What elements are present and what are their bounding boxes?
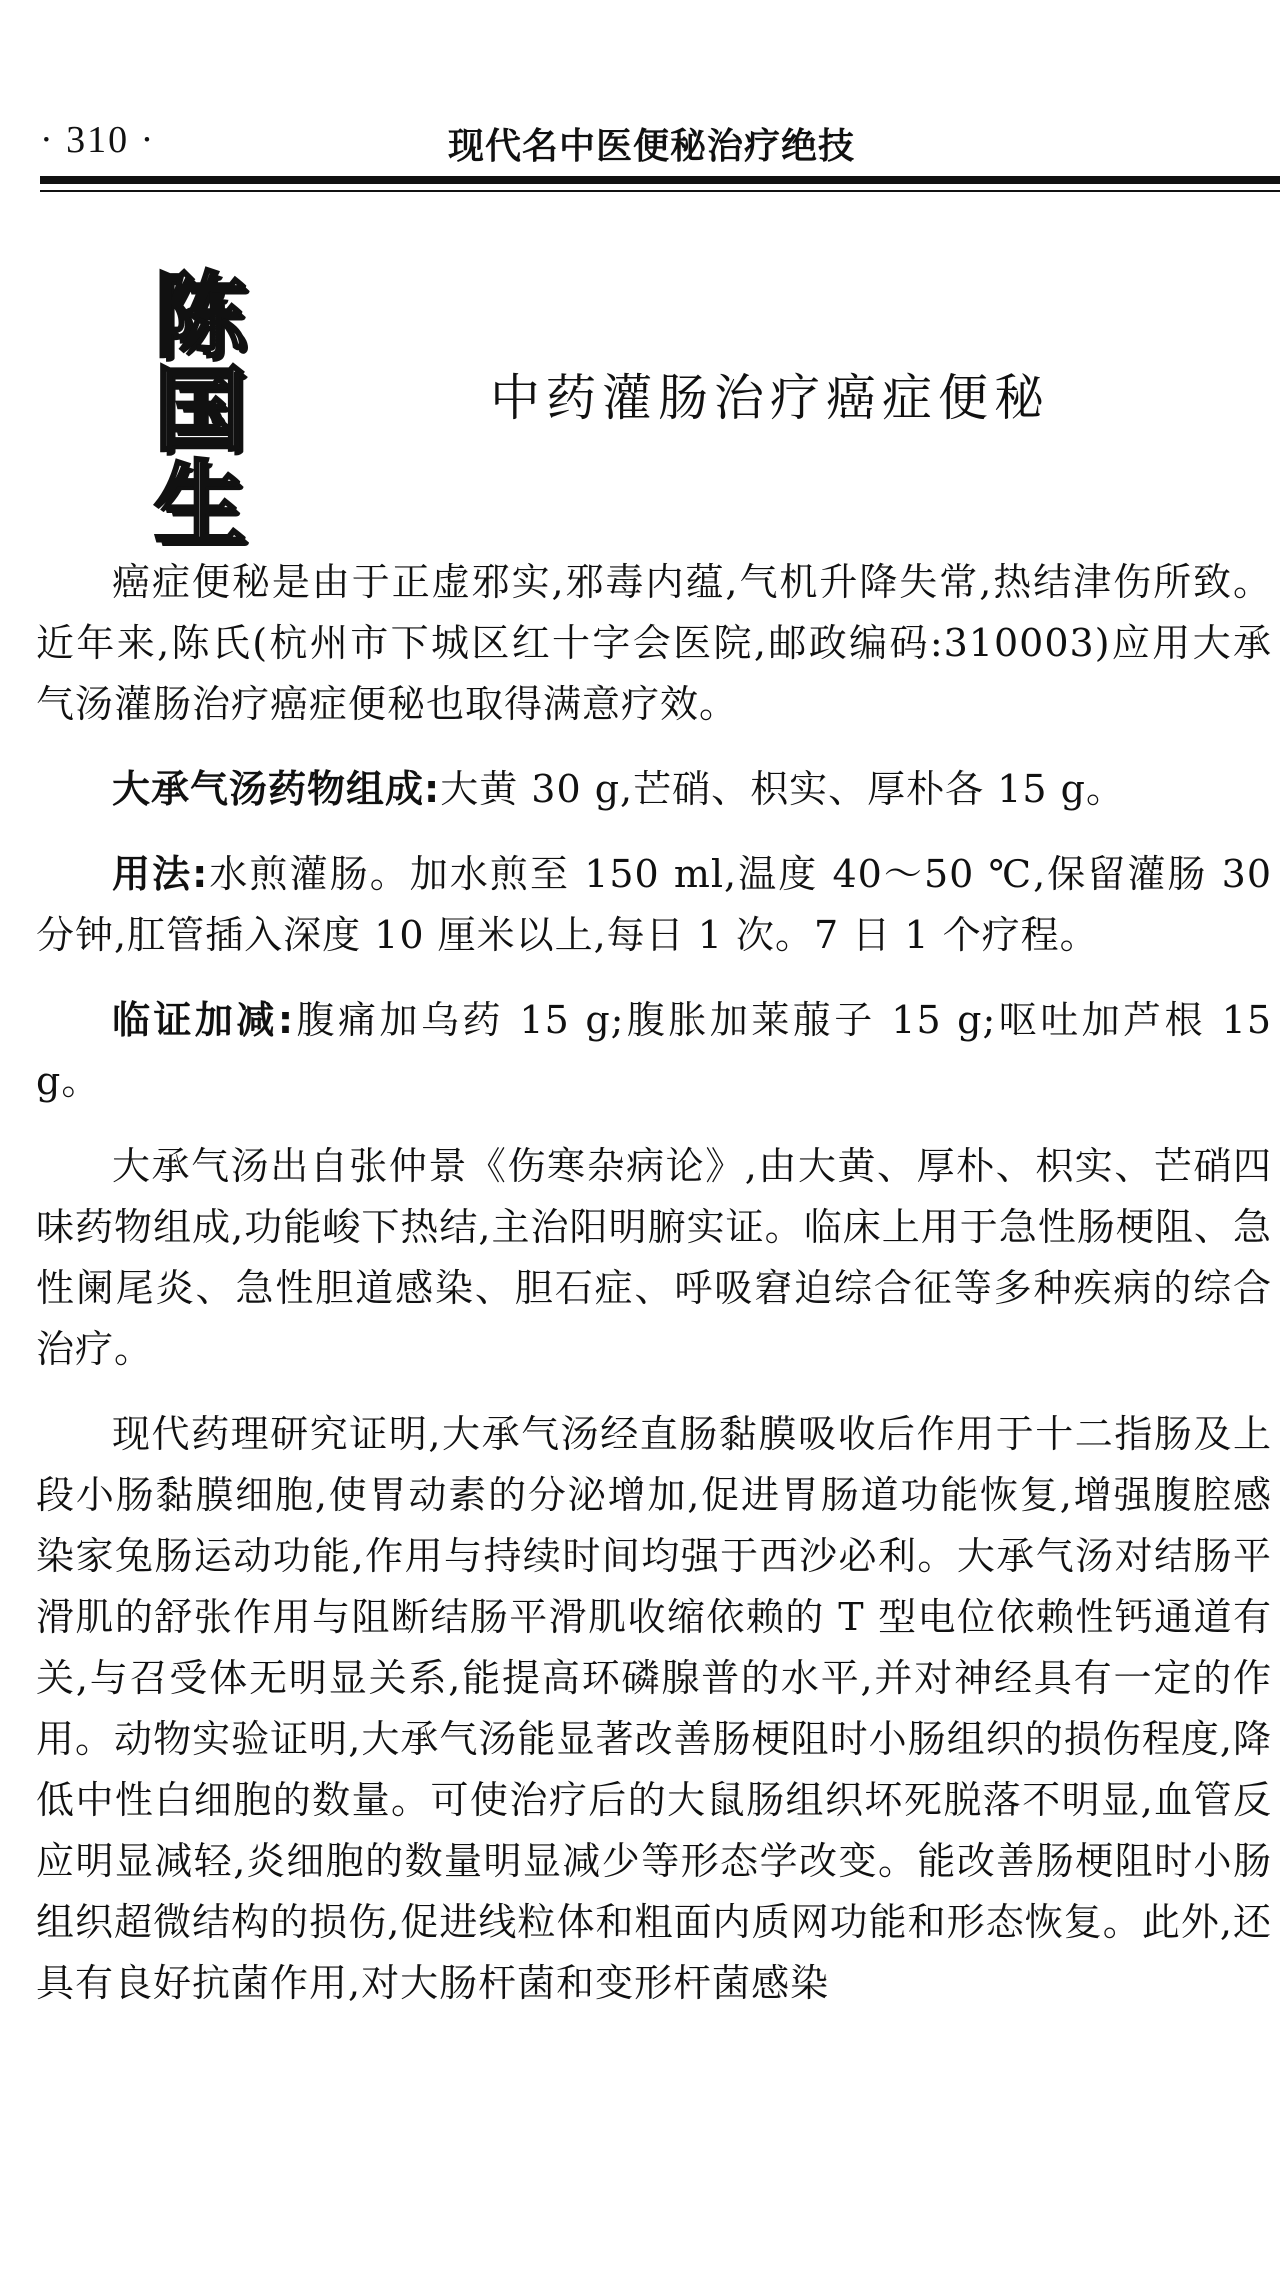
paragraph-origin (36, 1136, 1272, 1380)
author-char: 陈 (153, 263, 246, 370)
header-rule-thin (40, 190, 1280, 192)
paragraph-pharmacology (36, 1404, 1272, 2014)
paragraph-label: 用法: (112, 852, 209, 896)
paragraph-text: 水煎灌肠。加水煎至 150 ml,温度 40～50 ℃,保留灌肠 30 分钟,肛管插入深度 10 厘米以上,每日 1 次。7 日 1 个疗程。 (36, 852, 1272, 957)
running-header (40, 118, 1280, 178)
paragraph-modifications (36, 990, 1272, 1112)
paragraph-text: 癌症便秘是由于正虚邪实,邪毒内蕴,气机升降失常,热结津伤所致。近年来,陈氏(杭州市下城区红十字会医院,邮政编码:310003)应用大承气汤灌肠治疗癌症便秘也取得满意疗效。 (36, 560, 1272, 726)
article-title: 中药灌肠治疗癌症便秘 (490, 369, 1050, 427)
paragraph-text: 大黄 30 g,芒硝、枳实、厚朴各 15 g。 (440, 767, 1125, 811)
article-body (36, 552, 1272, 2038)
header-rule-thick (40, 176, 1280, 184)
paragraph-label: 临证加减: (112, 998, 295, 1042)
paragraph-intro (36, 552, 1272, 735)
paragraph-formula (36, 759, 1272, 820)
paragraph-label: 大承气汤药物组成: (112, 767, 441, 811)
paragraph-text: 腹痛加乌药 15 g;腹胀加莱菔子 15 g;呕吐加芦根 15 g。 (36, 998, 1273, 1103)
author-char: 国 (153, 357, 246, 464)
paragraph-text: 现代药理研究证明,大承气汤经直肠黏膜吸收后作用于十二指肠及上段小肠黏膜细胞,使胃动素的分泌增加,促进胃肠道功能恢复,增强腹腔感染家兔肠运动功能,作用与持续时间均强于西沙必利。大承气汤对结肠平滑肌的舒张作用与阻断结肠平滑肌收缩依赖的 T 型电位依赖性钙通道有关,与召受体无明显关系,能提高环磷腺普的水平,并对神经具有一定的作用。动物实验证明,大承气汤能显著改善肠梗阻时小肠组织的损伤程度,降低中性白细胞的数量。可使治疗后的大鼠肠组织坏死脱落不明显,血管反应明显减轻,炎细胞的数量明显减少等形态学改变。能改善肠梗阻时小肠组织超微结构的损伤,促进线粒体和粗面内质网功能和形态恢复。此外,还具有良好抗菌作用,对大肠杆菌和变形杆菌感染 (36, 1412, 1272, 2005)
paragraph-usage (36, 844, 1272, 966)
page-number: · 310 · (40, 119, 156, 161)
paragraph-text: 大承气汤出自张仲景《伤寒杂病论》,由大黄、厚朴、枳实、芒硝四味药物组成,功能峻下热结,主治阳明腑实证。临床上用于急性肠梗阻、急性阑尾炎、急性胆道感染、胆石症、呼吸窘迫综合征等多种疾病的综合治疗。 (36, 1144, 1272, 1371)
author-char: 生 (153, 451, 246, 558)
author-name (140, 263, 260, 558)
book-title: 现代名中医便秘治疗绝技 (448, 126, 856, 167)
